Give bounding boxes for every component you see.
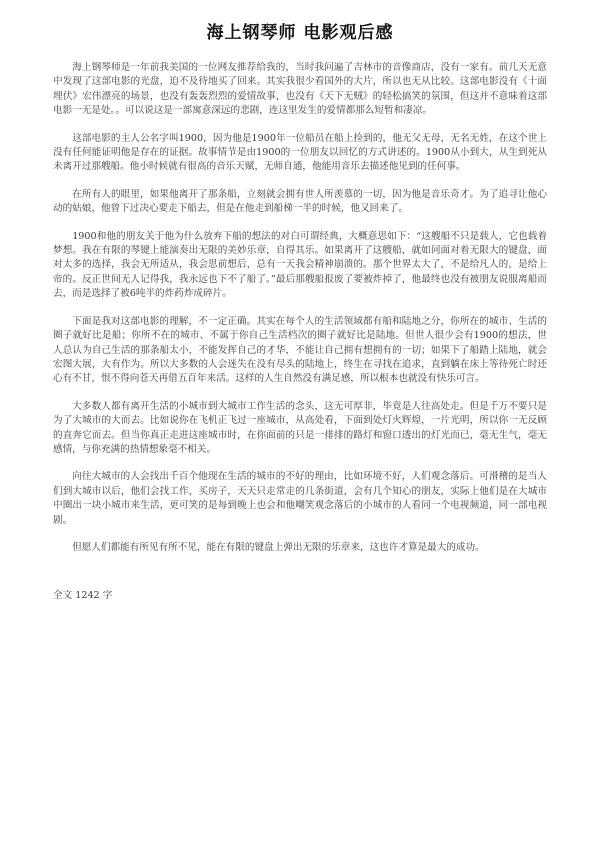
paragraph: 1900和他的朋友关于他为什么放弃下船的想法的对白可谓经典，大概意思如下：“这艘船不只是载人，它也载着梦想。我在有限的琴键上能演奏出无限的美妙乐章，自得其乐。如果离开了这艘船，就如同面对着无限大的键盘，面对太多的选择，我会无所适从，我会思前想后，总有一天我会精神崩溃的。那个世界太大了，不是给凡人的，是给上帝的。反正世间无人记得我，我永远也下不了船了。”最后那艘船报废了要被炸掉了，他最终也没有被朋友说服离船而去，而是选择了被6吨半的炸药炸成碎片。 [53, 230, 547, 300]
paragraph: 下面是我对这部电影的理解，不一定正确。其实在每个人的生活领域都有船和陆地之分，你所在的城市、生活的圈子就好比是船；你所不在的城市、不属于你自己生活档次的圈子就好比是陆地。但世人很少会有1900的想法，世人总认为自己生活的那条船太小，不能发挥自己的才华，不能让自己拥有想拥有的一切；如果下了船踏上陆地，就会宏图大展，大有作为。所以大多数的人会迷失在没有尽头的陆地上，终生在寻找在追求，直到躺在床上等待死亡时还心有不甘，恨不得向苍天再借五百年来活。这样的人生自然没有满足感，所以根本也就没有快乐可言。 [53, 315, 547, 385]
paragraph: 在所有人的眼里，如果他离开了那条船，立刻就会拥有世人所羡慕的一切，因为他是音乐奇才。为了追寻让他心动的姑娘，他曾下过决心要走下船去，但是在他走到船梯一半的时候，他又回来了。 [53, 188, 547, 215]
document-title: 海上钢琴师 电影观后感 [206, 23, 394, 43]
paragraph: 但愿人们都能有所见有所不见，能在有限的键盘上弹出无限的乐章来，这也许才算是最大的成功。 [72, 541, 485, 553]
word-count: 全文 1242 字 [53, 590, 113, 602]
paragraph: 向往大城市的人会找出千百个他现在生活的城市的不好的理由，比如环境不好，人们观念落后。可滑稽的是当人们到大城市以后，他们会找工作，买房子，天天只走常走的几条街道，会有几个知心的朋友，实际上他们是在大城市中圈出一块小城市来生活，更可笑的是每到晚上也会和他嘲笑观念落后的小城市的人看同一个电视频道，同一部电视剧。 [53, 471, 547, 526]
paragraph: 海上钢琴师是一年前我美国的一位网友推荐给我的，当时我问遍了吉林市的音像商店，没有一家有。前几天无意中发现了这部电影的光盘，迫不及待地买了回来。其实我很少看国外的大片，所以也无从比较。这部电影没有《十面埋伏》宏伟漂亮的场景，也没有轰轰烈烈的爱情故事，也没有《天下无贼》的轻松搞笑的氛围，但这并不意味着这部电影一无是处。。可以说这是一部寓意深远的悲剧，连这里发生的爱情都那么短暂和凄凉。 [53, 62, 547, 117]
paragraph: 大多数人都有离开生活的小城市到大城市工作生活的念头，这无可厚非，毕竟是人往高处走。但是千万不要只是为了大城市的大而去。比如说你在飞机正飞过一座城市，从高处看，下面到处灯火辉煌，一片光明，所以你一无反顾的直奔它而去。但当你真正走进这座城市时，在你面前的只是一排排的路灯和窗口透出的灯光而已，毫无生气，毫无感情，与你充满的热情想象毫不相关。 [53, 400, 547, 455]
paragraph: 这部电影的主人公名字叫1900，因为他是1900年一位船员在船上捡到的，他无父无母，无名无姓，在这个世上没有任何能证明他是存在的证据。故事情节是由1900的一位朋友以回忆的方式讲述的。1900从小到大，从生到死从未离开过那艘船。他小时候就有很高的音乐天赋，无师自通，他能用音乐去描述他见到的任何事。 [53, 132, 547, 173]
